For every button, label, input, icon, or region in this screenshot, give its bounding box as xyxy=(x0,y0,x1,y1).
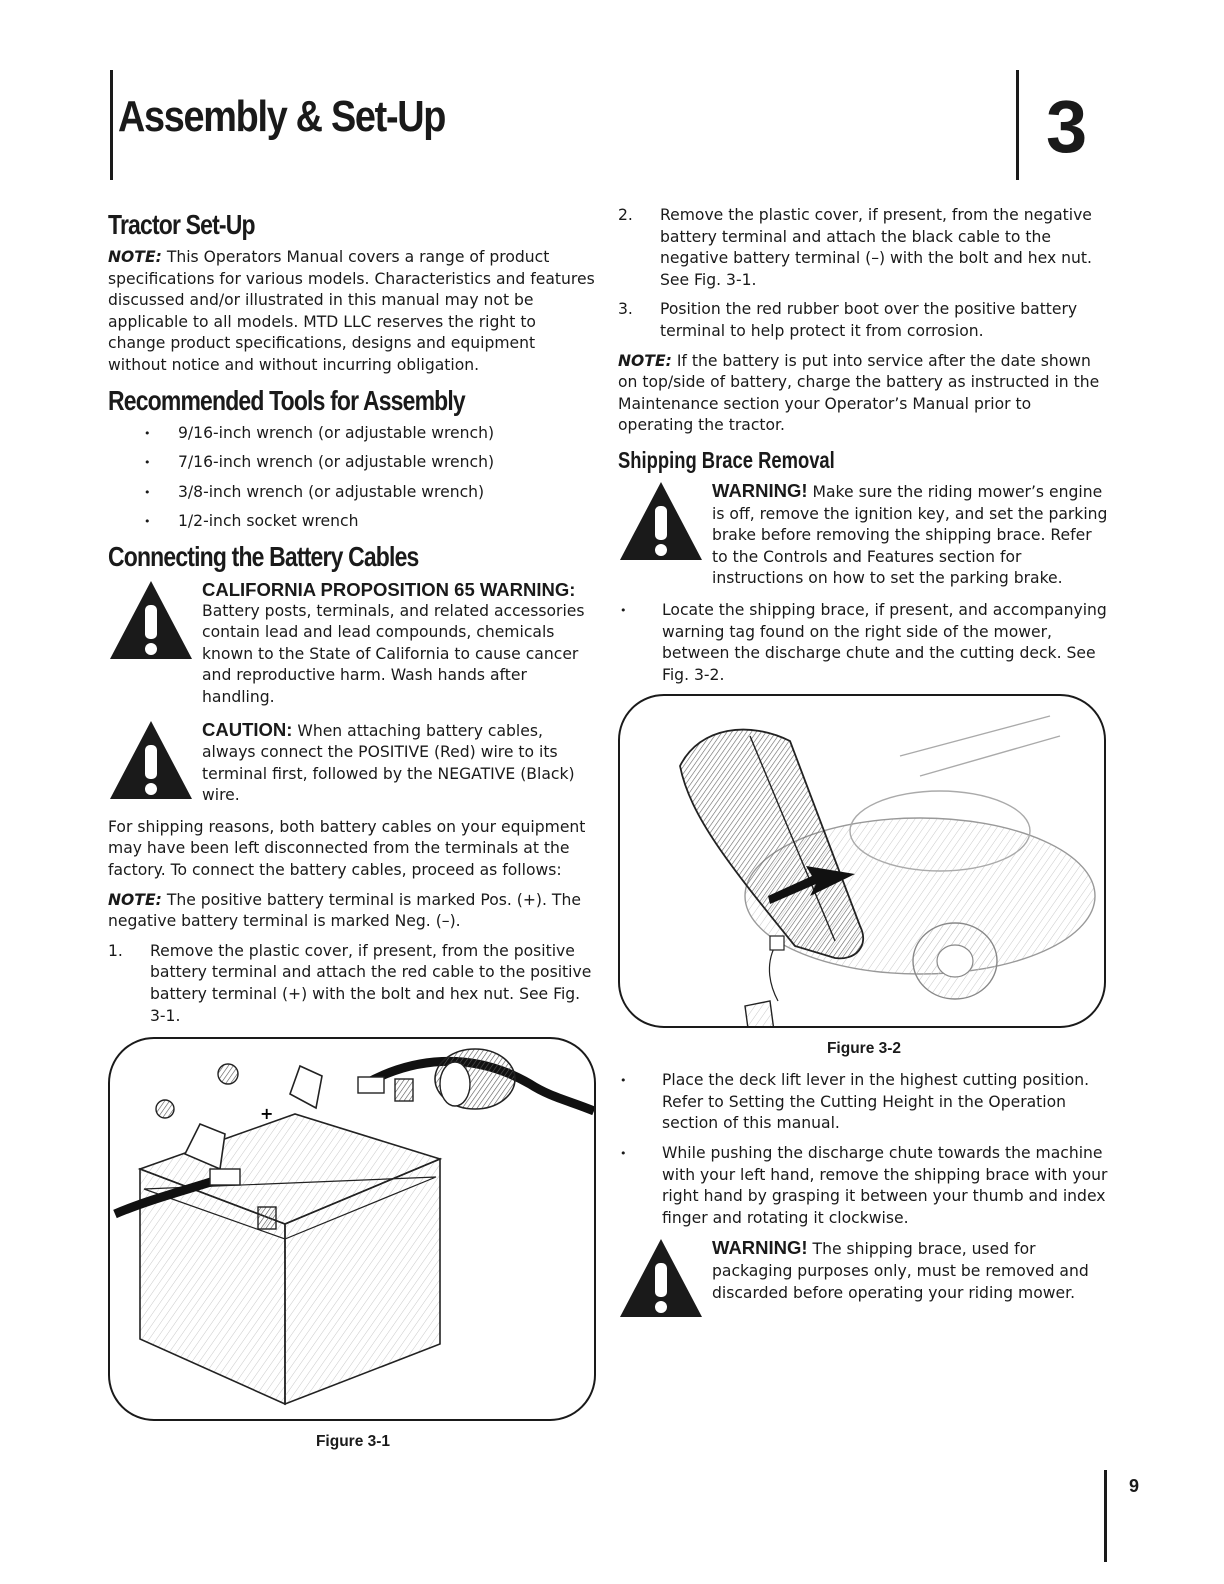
prop65-warning xyxy=(108,579,598,709)
warning-heading: WARNING! xyxy=(712,479,808,501)
chapter-title: Assembly & Set-Up xyxy=(118,92,446,141)
header-rule-left xyxy=(110,70,113,180)
left-column xyxy=(108,205,598,1451)
caution-heading: CAUTION: xyxy=(202,718,293,740)
engine-off-warning xyxy=(618,480,1110,590)
warning-text: Make sure the riding mower’s engine is off, remove the ignition key, and set the parking brake before removing the shipping brace. Refer to the Controls and Features section for instructions on how to set the parking brake. xyxy=(712,482,1108,588)
list-item: • Locate the shipping brace, if present, and accompanying warning tag found on the right side of the mower, between the discharge chute and the cutting deck. See Fig. 3-2. xyxy=(618,600,1110,686)
battery-heading: Connecting the Battery Cables xyxy=(108,540,419,572)
figure-3-2 xyxy=(618,694,1106,1028)
warning-triangle-icon xyxy=(108,579,194,661)
step-text: Position the red rubber boot over the positive battery terminal to help protect it from corrosion. xyxy=(660,300,1078,340)
warning-heading: WARNING! xyxy=(712,1237,808,1259)
right-column xyxy=(618,205,1110,1329)
note-battery-service xyxy=(618,351,1110,437)
note-text: The positive battery terminal is marked Pos. (+). The negative battery terminal is marked Neg. (–). xyxy=(108,890,581,931)
note-label: NOTE: xyxy=(618,351,672,370)
tools-heading: Recommended Tools for Assembly xyxy=(108,384,465,416)
mower-illustration xyxy=(620,696,1104,1026)
list-item: • 1/2-inch socket wrench xyxy=(108,511,598,533)
tractor-setup-heading: Tractor Set-Up xyxy=(108,209,255,240)
steps-list xyxy=(618,205,1110,343)
caution-text: When attaching battery cables, always connect the POSITIVE (Red) wire to its terminal first, followed by the NEGATIVE (Black) wire. xyxy=(202,721,575,805)
shipping-reasons-paragraph: For shipping reasons, both battery cables on your equipment may have been left disconnected from the terminals at the factory. To connect the battery cables, proceed as follows: xyxy=(108,817,586,880)
warning-triangle-icon xyxy=(618,1237,704,1319)
list-item: • 3/8-inch wrench (or adjustable wrench) xyxy=(108,482,598,504)
note-text: If the battery is put into service after the date shown on top/side of battery, charge the battery as instructed in the Maintenance section your Operator’s Manual prior to operating the tractor. xyxy=(618,351,1100,435)
warning-triangle-icon xyxy=(618,480,704,562)
list-item xyxy=(108,941,598,1027)
figure-3-2-caption: Figure 3-2 xyxy=(826,1040,902,1058)
list-item: • 9/16-inch wrench (or adjustable wrench) xyxy=(108,423,598,445)
list-item xyxy=(618,205,1110,291)
steps-list xyxy=(108,941,598,1027)
brace-discard-warning xyxy=(618,1237,1110,1319)
step-number: 1. xyxy=(108,941,123,960)
prop65-heading: CALIFORNIA PROPOSITION 65 WARNING: xyxy=(202,578,576,600)
shipping-brace-heading: Shipping Brace Removal xyxy=(618,446,835,473)
figure-3-1-caption: Figure 3-1 xyxy=(315,1433,391,1451)
list-item: • Place the deck lift lever in the highest cutting position. Refer to Setting the Cutting Height in the Operation section of this manual. xyxy=(618,1070,1110,1135)
step-number: 3. xyxy=(618,300,633,319)
note-label: NOTE: xyxy=(108,248,162,266)
note-tractor-setup xyxy=(108,247,598,377)
brace-steps-list xyxy=(618,1070,1110,1229)
tools-list xyxy=(108,423,598,533)
figure-3-1 xyxy=(108,1037,596,1421)
step-number: 2. xyxy=(618,206,633,224)
battery-illustration xyxy=(110,1039,594,1419)
caution-warning xyxy=(108,719,598,807)
note-text: This Operators Manual covers a range of product specifications for various models. Characteristics and features discussed and/or illustrated in this manual may not be applicable to all models. MTD LLC reserves the right to change product specifications, designs and equipment without notice and without incurring obligation. xyxy=(108,248,595,374)
list-item: • 7/16-inch wrench (or adjustable wrench) xyxy=(108,452,598,474)
brace-steps-list xyxy=(618,600,1110,686)
note-terminals xyxy=(108,890,598,933)
header-rule-right xyxy=(1016,70,1019,180)
list-item: • While pushing the discharge chute towards the machine with your left hand, remove the shipping brace with your right hand by grasping it between your thumb and index finger and rotating it clockwise. xyxy=(618,1143,1110,1229)
note-label: NOTE: xyxy=(108,890,162,909)
prop65-text: Battery posts, terminals, and related accessories contain lead and lead compounds, chemicals known to the State of California to cause cancer and reproductive harm. Wash hands after handling. xyxy=(202,601,585,706)
list-item xyxy=(618,299,1110,342)
chapter-number: 3 xyxy=(1046,85,1088,168)
step-text: Remove the plastic cover, if present, from the negative battery terminal and attach the black cable to the negative battery terminal (–) with the bolt and hex nut. See Fig. 3-1. xyxy=(660,206,1092,289)
step-text: Remove the plastic cover, if present, from the positive battery terminal and attach the red cable to the positive battery terminal (+) with the bolt and hex nut. See Fig. 3-1. xyxy=(150,941,592,1025)
footer-rule xyxy=(1104,1470,1107,1562)
page-number: 9 xyxy=(1129,1476,1140,1496)
warning-text: The shipping brace, used for packaging purposes only, must be removed and discarded before operating your riding mower. xyxy=(712,1240,1089,1302)
positive-sign: + xyxy=(260,1104,274,1124)
warning-triangle-icon xyxy=(108,719,194,801)
